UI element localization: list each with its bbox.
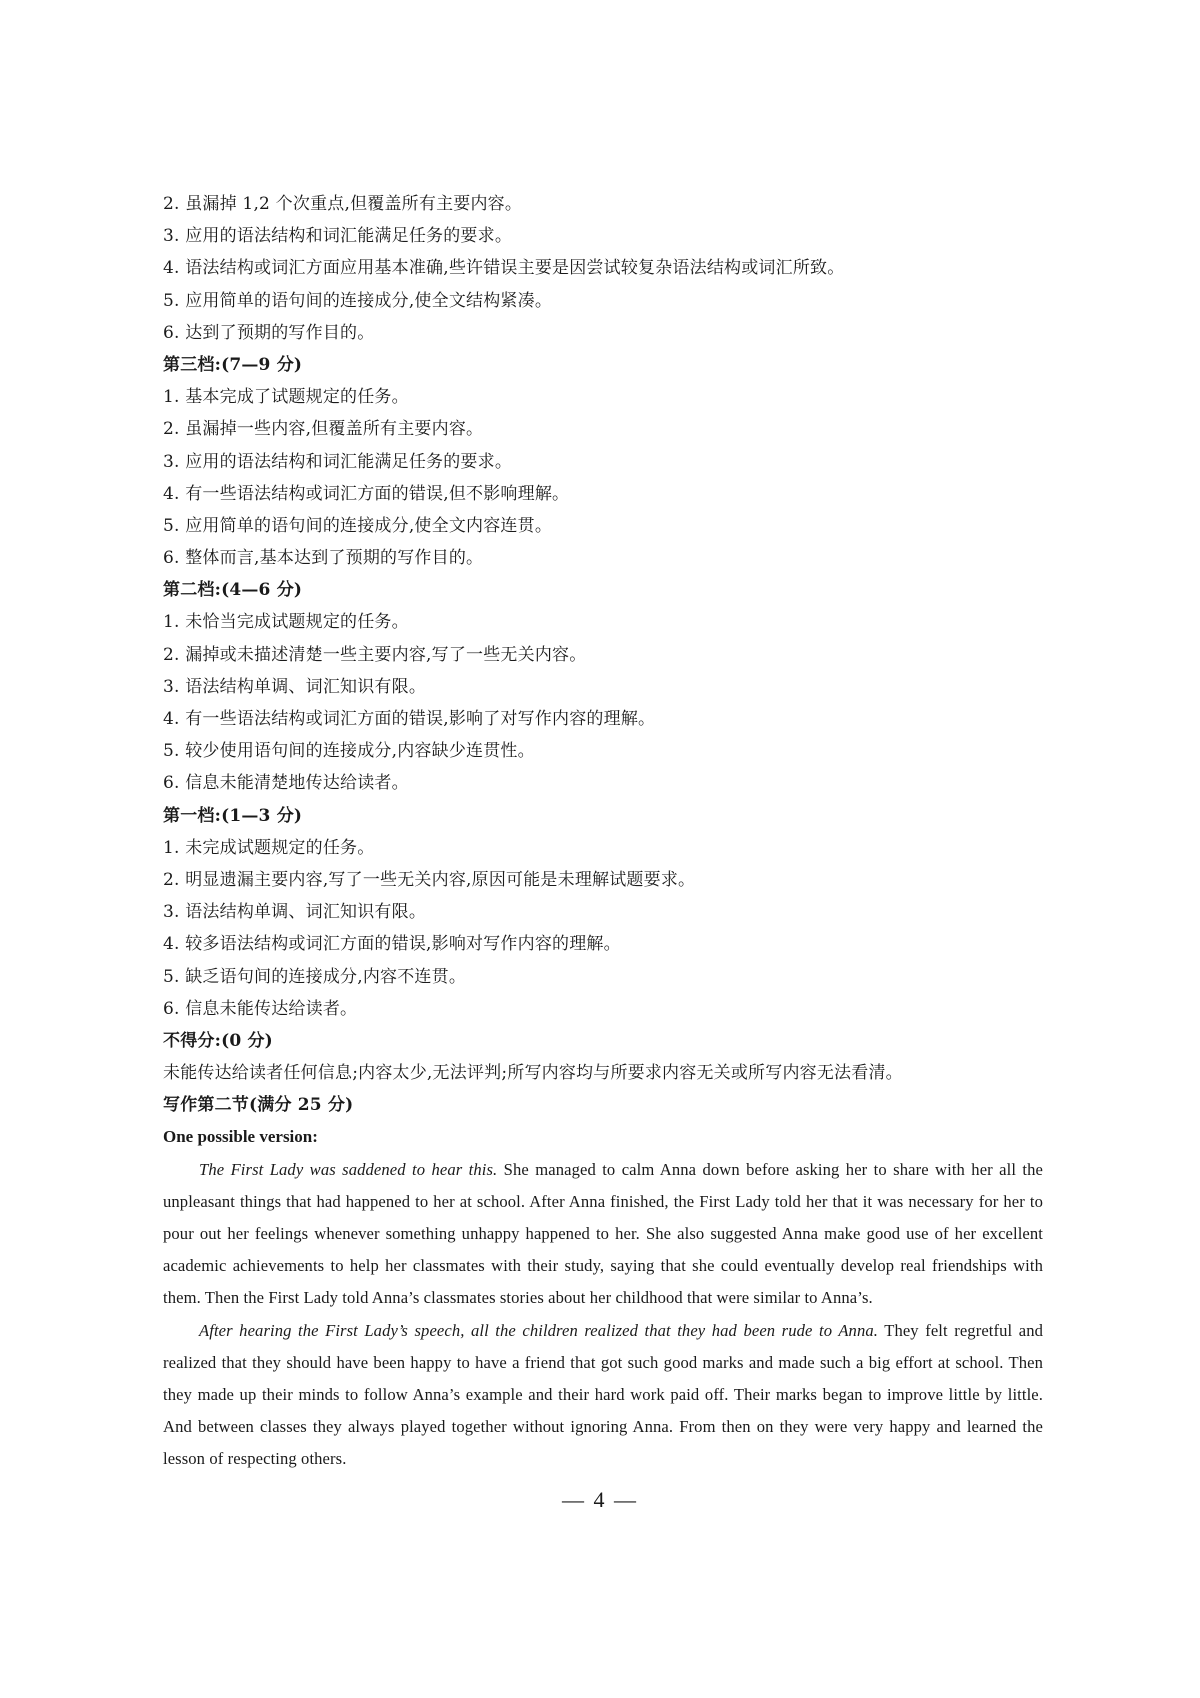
criteria-item: 5. 缺乏语句间的连接成分,内容不连贯。 [163, 966, 467, 987]
criteria-item: 6. 信息未能传达给读者。 [163, 998, 358, 1019]
writing-section-2 [163, 1089, 1043, 1475]
paragraph-body: She managed to calm Anna down before asking her to share with her all the unpleasant things that had happened to her at school. After Anna finished, the First Lady told her that it was necessary for her to pour out her feelings whenever something unhappy happened to her. She also suggested Anna make good use of her excellent academic achievements to help her classmates with their study, saying that she could eventually develop real friendships with them. Then the First Lady told Anna’s classmates stories about her childhood that were similar to Anna’s. [163, 1159, 1043, 1308]
criteria-item: 4. 较多语法结构或词汇方面的错误,影响对写作内容的理解。 [163, 934, 621, 955]
criteria-item: 1. 未完成试题规定的任务。 [163, 837, 375, 858]
criteria-item: 5. 较少使用语句间的连接成分,内容缺少连贯性。 [163, 741, 535, 762]
criteria-item: 5. 应用简单的语句间的连接成分,使全文内容连贯。 [163, 515, 553, 536]
criteria-item: 5. 应用简单的语句间的连接成分,使全文结构紧凑。 [163, 290, 553, 311]
paragraph-body: They felt regretful and realized that they should have been happy to have a friend that got such good marks and made such a big effort at school. Then they made up their minds to follow Anna’s example and their hard work paid off. Their marks began to improve little by little. And between classes they always played together without ignoring Anna. From then on they were very happy and learned the lesson of respecting others. [163, 1320, 1043, 1469]
criteria-item: 3. 语法结构单调、词汇知识有限。 [163, 676, 427, 697]
criteria-item: 1. 未恰当完成试题规定的任务。 [163, 612, 409, 633]
essay-paragraph-1 [163, 1154, 1043, 1315]
criteria-item: 6. 达到了预期的写作目的。 [163, 322, 375, 343]
grade-band-2 [163, 574, 1043, 799]
criteria-item: 未能传达给读者任何信息;内容太少,无法评判;所写内容均与所要求内容无关或所写内容无法看清。 [163, 1063, 903, 1084]
grade-band-heading: 第二档:(4—6 分) [163, 580, 303, 601]
essay-paragraph-2 [163, 1315, 1043, 1476]
version-label: One possible version: [163, 1127, 318, 1147]
criteria-item: 6. 整体而言,基本达到了预期的写作目的。 [163, 548, 484, 569]
criteria-item: 1. 基本完成了试题规定的任务。 [163, 387, 409, 408]
paragraph-lead-sentence: The First Lady was saddened to hear this. [199, 1159, 498, 1179]
document-body [163, 188, 1043, 1476]
criteria-item: 4. 有一些语法结构或词汇方面的错误,但不影响理解。 [163, 483, 570, 504]
page-number: — 4 — [562, 1487, 638, 1512]
criteria-item: 3. 应用的语法结构和词汇能满足任务的要求。 [163, 226, 513, 247]
grade-band-heading: 不得分:(0 分) [163, 1030, 273, 1051]
criteria-item: 4. 语法结构或词汇方面应用基本准确,些许错误主要是因尝试较复杂语法结构或词汇所致。 [163, 258, 845, 279]
criteria-item: 6. 信息未能清楚地传达给读者。 [163, 773, 409, 794]
criteria-item: 2. 虽漏掉 1,2 个次重点,但覆盖所有主要内容。 [163, 194, 523, 214]
criteria-item: 4. 有一些语法结构或词汇方面的错误,影响了对写作内容的理解。 [163, 709, 656, 729]
section-heading: 写作第二节(满分 25 分) [163, 1095, 354, 1116]
criteria-item: 3. 应用的语法结构和词汇能满足任务的要求。 [163, 451, 513, 472]
sample-essay [163, 1154, 1043, 1476]
grade-band-3 [163, 349, 1043, 574]
criteria-list-continued [163, 188, 1043, 349]
grade-band-heading: 第一档:(1—3 分) [163, 805, 303, 826]
grade-band-heading: 第三档:(7—9 分) [163, 354, 303, 375]
grade-band-1 [163, 800, 1043, 1025]
paragraph-lead-sentence: After hearing the First Lady’s speech, all the children realized that they had been rude to Anna. [199, 1320, 878, 1340]
criteria-item: 2. 漏掉或未描述清楚一些主要内容,写了一些无关内容。 [163, 644, 587, 665]
criteria-item: 2. 明显遗漏主要内容,写了一些无关内容,原因可能是未理解试题要求。 [163, 869, 696, 890]
criteria-item: 2. 虽漏掉一些内容,但覆盖所有主要内容。 [163, 419, 484, 440]
criteria-item: 3. 语法结构单调、词汇知识有限。 [163, 902, 427, 923]
grade-band-0 [163, 1025, 1043, 1089]
